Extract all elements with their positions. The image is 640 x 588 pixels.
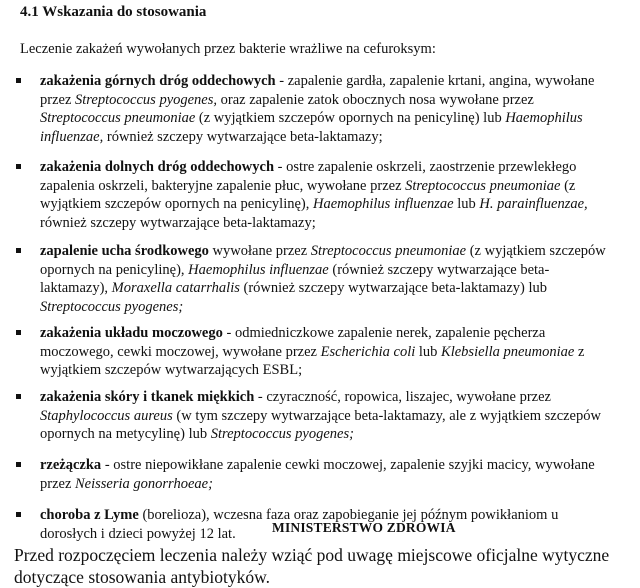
indication-text bbox=[40, 158, 616, 232]
species-name: H. parainfluenzae, bbox=[479, 196, 588, 212]
species-name: Escherichia coli bbox=[320, 343, 416, 360]
indication-desc: z wyjątkiem szczepów wytwarzających ESBL; bbox=[40, 343, 585, 378]
intro-text: Leczenie zakażeń wywołanych przez bakterie wrażliwe na cefuroksym: bbox=[20, 41, 436, 57]
indication-text bbox=[40, 242, 616, 316]
bullet-marker bbox=[16, 512, 21, 517]
indication-desc: (w tym szczepy wytwarzające beta-laktamazy, ale z wyjątkiem szczepów opornych na metycylinę) lub bbox=[40, 407, 601, 442]
species-name: Klebsiella pneumoniae bbox=[441, 343, 575, 360]
bullet-marker bbox=[16, 462, 21, 467]
species-name: Neisseria gonorrhoeae; bbox=[75, 475, 213, 492]
species-name: Haemophilus influenzae, bbox=[40, 110, 583, 145]
species-name: Streptococcus pneumoniae bbox=[40, 110, 196, 126]
indication-desc: (z wyjątkiem szczepów opornych na penicylinę), bbox=[40, 243, 606, 278]
species-name: Streptococcus pyogenes, bbox=[75, 91, 218, 108]
indication-desc: (również szczepy wytwarzające beta-laktamazy), bbox=[40, 261, 550, 296]
indication-item bbox=[16, 324, 616, 380]
indication-term: rzeżączka bbox=[40, 457, 102, 473]
indication-desc: również szczepy wytwarzające beta-laktamazy; bbox=[40, 214, 316, 231]
bullet-marker bbox=[16, 248, 21, 253]
indication-item bbox=[16, 72, 616, 146]
species-name: Staphylococcus aureus bbox=[40, 407, 173, 424]
indication-desc: - ostre niepowikłane zapalenie cewki moczowej, zapalenie szyjki macicy, wywołane przez bbox=[40, 457, 595, 492]
species-name: Streptococcus pneumoniae bbox=[405, 177, 561, 194]
bullet-marker bbox=[16, 164, 21, 169]
indication-term: zakażenia skóry i tkanek miękkich bbox=[40, 389, 255, 405]
species-name: Streptococcus pneumoniae bbox=[310, 243, 467, 259]
indication-desc: lub bbox=[453, 196, 480, 212]
indication-item bbox=[16, 158, 616, 232]
indication-desc: - czyraczność, ropowica, liszajec, wywołane przez bbox=[254, 389, 551, 405]
species-name: Haemophilus influenzae bbox=[188, 261, 329, 278]
indication-term: choroba z Lyme bbox=[40, 507, 139, 523]
indication-term: zakażenia dolnych dróg oddechowych bbox=[40, 159, 275, 175]
indication-text bbox=[40, 456, 616, 493]
indication-desc: (również szczepy wytwarzające beta-laktamazy) lub bbox=[239, 280, 548, 296]
bullet-marker bbox=[16, 394, 21, 399]
indication-desc: (z wyjątkiem szczepów opornych na penicylinę), bbox=[40, 177, 576, 212]
indication-desc: - zapalenie gardła, zapalenie krtani, angina, wywołane przez bbox=[40, 73, 595, 108]
indication-item bbox=[16, 242, 616, 316]
indication-term: zapalenie ucha środkowego bbox=[40, 243, 209, 259]
section-title: 4.1 Wskazania do stosowania bbox=[20, 4, 207, 20]
indication-text bbox=[40, 72, 616, 146]
indication-item bbox=[16, 388, 616, 444]
indication-term: zakażenia górnych dróg oddechowych bbox=[40, 73, 276, 89]
species-name: Haemophilus influenzae bbox=[313, 196, 454, 212]
indication-desc: - ostre zapalenie oskrzeli, zaostrzenie przewlekłego zapalenia oskrzeli, bakteryjne zapalenie płuc, wywołane przez bbox=[40, 159, 577, 194]
indication-desc: również szczepy wytwarzające beta-laktamazy; bbox=[103, 128, 383, 145]
indication-desc: (z wyjątkiem szczepów opornych na penicylinę) lub bbox=[195, 110, 506, 126]
bullet-marker bbox=[16, 330, 21, 335]
indication-term: zakażenia układu moczowego bbox=[40, 325, 223, 341]
indication-desc: - odmiedniczkowe zapalenie nerek, zapalenie pęcherza moczowego, cewki moczowej, wywołane przez bbox=[40, 325, 546, 360]
indication-desc: (borelioza), wczesna faza oraz zapobieganie jej późnym powikłaniom u dorosłych i dzieci powyżej 12 lat. bbox=[40, 507, 559, 542]
indication-desc: oraz zapalenie zatok obocznych nosa wywołane przez bbox=[217, 91, 534, 108]
footer-note: Przed rozpoczęciem leczenia należy wziąć pod uwagę miejscowe oficjalne wytyczne dotyczące stosowania antybiotyków. bbox=[14, 545, 610, 587]
indication-text bbox=[40, 324, 616, 380]
indication-item bbox=[16, 456, 616, 493]
indication-desc: wywołane przez bbox=[208, 243, 311, 259]
species-name: Moraxella catarrhalis bbox=[111, 280, 240, 296]
indication-desc: lub bbox=[415, 343, 442, 360]
bullet-marker bbox=[16, 78, 21, 83]
species-name: Streptococcus pyogenes; bbox=[210, 426, 354, 442]
species-name: Streptococcus pyogenes; bbox=[40, 298, 184, 315]
indication-text bbox=[40, 388, 616, 444]
ministry-stamp: MINISTERSTWO ZDROWIA bbox=[272, 520, 456, 535]
